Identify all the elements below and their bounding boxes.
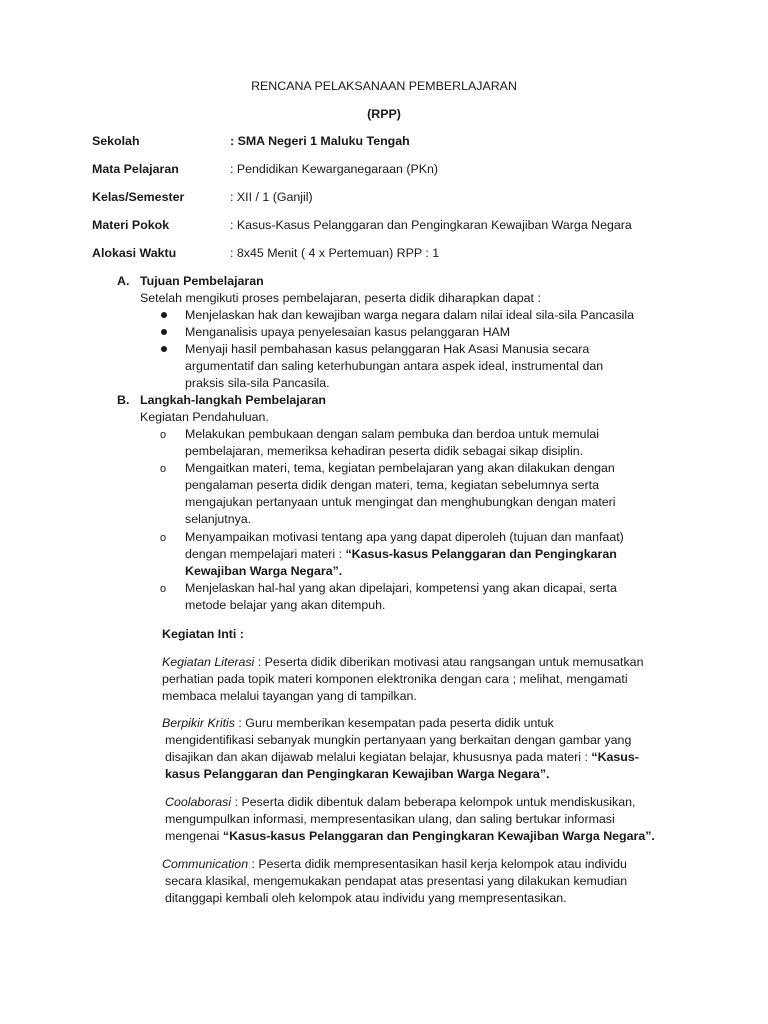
list-item: Menyaji hasil pembahasan kasus pelanggaran Hak Asasi Manusia secara xyxy=(185,342,590,356)
section-b-heading: Langkah-langkah Pembelajaran xyxy=(140,393,326,407)
section-a-marker: A. xyxy=(117,274,130,288)
list-item: Menjelaskan hak dan kewajiban warga negara dalam nilai ideal sila-sila Pancasila xyxy=(185,308,635,322)
list-item-continued: dengan mempelajari materi : “Kasus-kasus Pelanggaran dan Pengingkaran xyxy=(185,547,617,561)
section-b-intro: Kegiatan Pendahuluan. xyxy=(140,410,269,424)
list-item-continued: pembelajaran, memeriksa kehadiran peserta didik sebagai sikap disiplin. xyxy=(185,444,584,458)
kolaborasi-paragraph: Coolaborasi : Peserta didik dibentuk dalam beberapa kelompok untuk mendiskusikan, xyxy=(165,795,636,809)
kritis-paragraph-line: mengidentifikasi sebanyak mungkin pertanyaan yang berkaitan dengan gambar yang xyxy=(165,733,632,747)
bullet-icon xyxy=(161,312,167,318)
list-item: Melakukan pembukaan dengan salam pembuka dan berdoa untuk memulai xyxy=(185,427,599,441)
identity-label-kelas: Kelas/Semester xyxy=(92,190,185,204)
circle-bullet-icon: o xyxy=(160,532,167,544)
kegiatan-inti-heading: Kegiatan Inti : xyxy=(162,627,244,641)
identity-value-mapel: : Pendidikan Kewarganegaraan (PKn) xyxy=(230,162,439,176)
list-item: Menjelaskan hal-hal yang akan dipelajari, kompetensi yang akan dicapai, serta xyxy=(185,581,617,595)
list-item-continued: praksis sila-sila Pancasila. xyxy=(185,376,330,390)
kritis-paragraph-line: disajikan dan akan dijawab melalui kegiatan belajar, khususnya pada materi : “Kasus- xyxy=(165,750,639,764)
bullet-icon xyxy=(161,346,167,352)
identity-label-sekolah: Sekolah xyxy=(92,134,140,148)
komunikasi-paragraph-line: ditanggapi kembali oleh kelompok atau individu yang mempresentasikan. xyxy=(165,891,567,905)
document-title: RENCANA PELAKSANAAN PEMBERLAJARAN xyxy=(251,79,517,93)
list-item: Menganalisis upaya penyelesaian kasus pelanggaran HAM xyxy=(185,325,511,339)
list-item-continued: selanjutnya. xyxy=(185,512,252,526)
komunikasi-paragraph: Communication : Peserta didik mempresentasikan hasil kerja kelompok atau individu xyxy=(162,857,627,871)
kolaborasi-paragraph-line: mengumpulkan informasi, mempresentasikan ulang, dan saling bertukar informasi xyxy=(165,812,615,826)
list-item: Mengaitkan materi, tema, kegiatan pembelajaran yang akan dilakukan dengan xyxy=(185,461,615,475)
komunikasi-paragraph-line: secara klasikal, mengemukakan pendapat atas presentasi yang dilakukan kemudian xyxy=(165,874,628,888)
section-a-heading: Tujuan Pembelajaran xyxy=(140,274,264,288)
circle-bullet-icon: o xyxy=(160,463,167,475)
identity-label-mapel: Mata Pelajaran xyxy=(92,162,179,176)
bullet-icon xyxy=(161,329,167,335)
literasi-paragraph-line: perhatian pada topik materi komponen elektronika dengan cara ; melihat, mengamati xyxy=(162,672,628,686)
list-item-continued: pengalaman peserta didik dengan materi, tema, kegiatan sebelumnya serta xyxy=(185,478,599,492)
list-item-continued: mengajukan pertanyaan untuk mengingat dan menghubungkan dengan materi xyxy=(185,495,616,509)
list-item-continued: metode belajar yang akan ditempuh. xyxy=(185,598,386,612)
kolaborasi-paragraph-line: mengenai “Kasus-kasus Pelanggaran dan Pengingkaran Kewajiban Warga Negara”. xyxy=(165,829,655,843)
list-item-continued: argumentatif dan saling keterhubungan antara aspek ideal, instrumental dan xyxy=(185,359,604,373)
identity-value-kelas: : XII / 1 (Ganjil) xyxy=(230,190,313,204)
circle-bullet-icon: o xyxy=(160,583,167,595)
literasi-paragraph: Kegiatan Literasi : Peserta didik diberikan motivasi atau rangsangan untuk memusatkan xyxy=(162,655,644,669)
identity-label-alokasi: Alokasi Waktu xyxy=(92,246,177,260)
document-subtitle: (RPP) xyxy=(367,107,401,121)
identity-value-alokasi: : 8x45 Menit ( 4 x Pertemuan) RPP : 1 xyxy=(230,246,440,260)
identity-value-materi: : Kasus-Kasus Pelanggaran dan Pengingkaran Kewajiban Warga Negara xyxy=(230,218,632,232)
list-item: Menyampaikan motivasi tentang apa yang dapat diperoleh (tujuan dan manfaat) xyxy=(185,530,624,544)
identity-value-sekolah: : SMA Negeri 1 Maluku Tengah xyxy=(230,134,410,148)
list-item-continued: Kewajiban Warga Negara”. xyxy=(185,564,343,578)
circle-bullet-icon: o xyxy=(160,429,167,441)
identity-label-materi: Materi Pokok xyxy=(92,218,170,232)
kritis-paragraph: Berpikir Kritis : Guru memberikan kesempatan pada peserta didik untuk xyxy=(162,716,554,730)
section-a-intro: Setelah mengikuti proses pembelajaran, peserta didik diharapkan dapat : xyxy=(140,291,541,305)
section-b-marker: B. xyxy=(117,393,130,407)
kritis-paragraph-line: kasus Pelanggaran dan Pengingkaran Kewajiban Warga Negara”. xyxy=(165,767,550,781)
literasi-paragraph-line: membaca melalui tayangan yang di tampilkan. xyxy=(162,689,417,703)
